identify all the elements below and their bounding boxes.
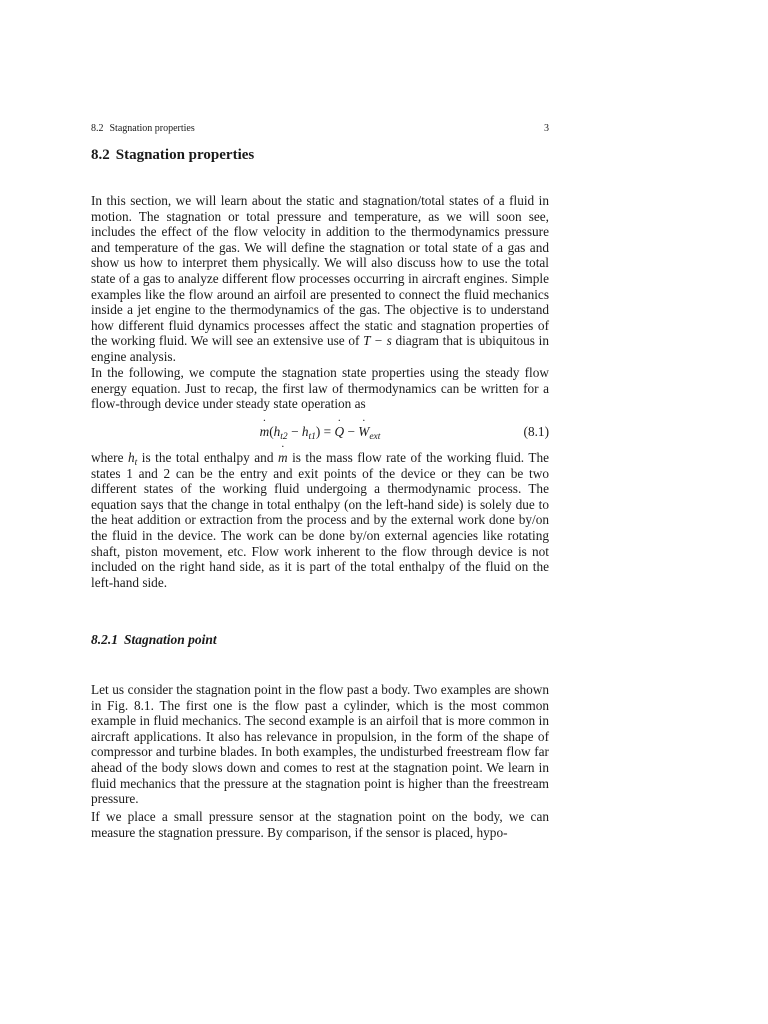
paragraph-energy-equation-intro: In the following, we compute the stagnation state properties using the steady flow energy equation. Just to recap, the first law of thermodynamics can be written for a flow-through device under steady state operation as xyxy=(91,365,549,412)
page-number: 3 xyxy=(544,123,549,134)
paragraph-intro xyxy=(91,193,549,365)
subsection-heading xyxy=(91,632,217,648)
sub-t: t xyxy=(134,458,138,468)
wdot-symbol: W ˙ xyxy=(358,423,369,441)
h-symbol: h xyxy=(273,424,281,439)
t-s-math: T − s xyxy=(363,333,392,349)
sub-t1: t1 xyxy=(308,432,316,442)
equals-sign: = xyxy=(323,424,332,439)
equation-8-1 xyxy=(91,423,549,441)
paragraph-intro-text-a: In this section, we will learn about the static and stagnation/total states of a fluid in motion. The stagnation or total pressure and temperature, as we will soon see, includes the effect of the flow velocity in addition to the thermodynamics pressure and temperature of the gas. We will define the stagnation or total state of a gas and show us how to interpret them physically. We will also discuss how to use the total state of a gas to analyze different flow processes occurring in aircraft engines. Simple examples like the flow around an airfoil are presented to connect the fluid mechanics inside a jet engine to the thermodynamics of the gas. The objective is to understand how different fluid dynamics processes affect the static and stagnation properties of the working fluid. We will see an extensive use of xyxy=(91,193,549,349)
section-number: 8.2 xyxy=(91,147,110,163)
paragraph-where-text-a: is the total enthalpy and xyxy=(137,450,278,465)
equation-number: (8.1) xyxy=(523,424,549,439)
minus-sign: − xyxy=(291,424,299,439)
section-heading xyxy=(91,146,254,164)
subsection-number: 8.2.1 xyxy=(91,632,118,647)
paragraph-where-text-b: is the mass flow rate of the working fluid. The states 1 and 2 can be the entry and exit points of the device or they can be two different states of the working fluid undergoing a thermodynamic process. The equation says that the change in total enthalpy (on the left-hand side) is solely due to the heat addition or extraction from the process and by the external work done by/on the fluid in the device. The work can be done by/on external agencies like rotating shaft, piston movement, etc. Flow work inherent to the flow through device is not included on the right hand side, as it is part of the total enthalpy of the fluid on the left-hand side. xyxy=(91,450,549,590)
running-head-section-title: Stagnation properties xyxy=(109,123,195,134)
paragraph-intro-text-b: diagram that is ubiquitous in engine analysis. xyxy=(91,333,549,364)
h-symbol-text: h xyxy=(127,450,135,465)
minus-sign-2: − xyxy=(347,424,355,439)
paragraph-pressure-sensor: If we place a small pressure sensor at the stagnation point on the body, we can measure the stagnation pressure. By comparison, if the sensor is placed, hypo- xyxy=(91,809,549,840)
running-head-section xyxy=(91,123,195,135)
equation-expression: m $˙(h_{t2} - h_{t1}) = Q$ ˙ − W $˙_{ext}$ xyxy=(91,423,549,441)
section-title: Stagnation properties xyxy=(115,147,255,163)
h-symbol-2: h xyxy=(301,424,309,439)
running-head-section-number: 8.2 xyxy=(91,123,104,134)
sub-t2: t2 xyxy=(280,432,288,442)
where-text: where xyxy=(91,450,128,465)
paragraph-stagnation-point: Let us consider the stagnation point in the flow past a body. Two examples are shown in Fig. 8.1. The first one is the flow past a cylinder, which is the most common example in fluid mechanics. The second example is an airfoil that is more common in aircraft applications. It also has relevance in propulsion, in the form of the shape of compressor and turbine blades. In both examples, the undisturbed freestream flow far ahead of the body slows down and comes to rest at the stagnation point. We learn in fluid mechanics that the pressure at the stagnation point is higher than the freestream pressure. xyxy=(91,682,549,807)
paragraph-where xyxy=(91,450,549,590)
sub-ext: ext xyxy=(369,432,381,442)
mdot-symbol-text: m ˙ xyxy=(278,450,288,466)
qdot-symbol: Q ˙ xyxy=(334,423,344,441)
subsection-title: Stagnation point xyxy=(124,632,217,647)
mdot-symbol: m ˙ xyxy=(260,423,270,441)
